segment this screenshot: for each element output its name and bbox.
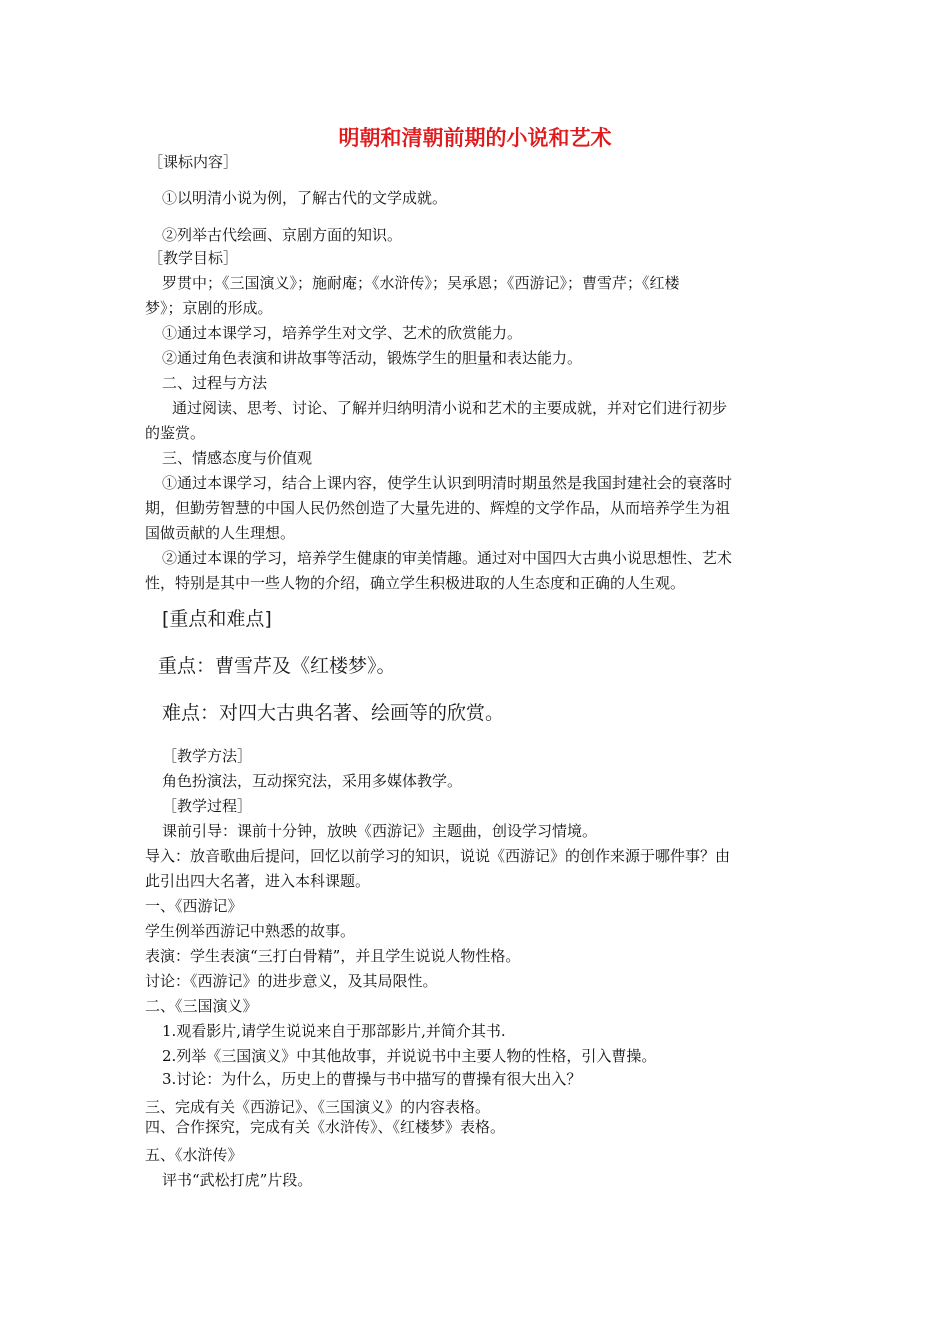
- process-method-line-1: 通过阅读、思考、讨论、了解并归纳明清小说和艺术的主要成就，并对它们进行初步: [172, 399, 728, 417]
- objective-item-2: ②通过角色表演和讲故事等活动，锻炼学生的胆量和表达能力。: [162, 349, 583, 367]
- document-title: 明朝和清朝前期的小说和艺术: [338, 126, 612, 150]
- attitude-line-3: 国做贡献的人生理想。: [145, 524, 296, 542]
- attitude-line-2: 期，但勤劳智慧的中国人民仍然创造了大量先进的、辉煌的文学作品，从而培养学生为祖: [145, 499, 731, 517]
- heading-process-method: 二、过程与方法: [162, 374, 268, 392]
- attitude-line-5: 性，特别是其中一些人物的介绍，确立学生积极进取的人生态度和正确的人生观。: [145, 574, 686, 592]
- objective-item-1: ①通过本课学习，培养学生对文学、艺术的欣赏能力。: [162, 324, 523, 342]
- part-2-item-3: 3.讨论：为什么，历史上的曹操与书中描写的曹操有很大出入？: [162, 1070, 582, 1088]
- process-method-line-2: 的鉴赏。: [145, 424, 206, 442]
- part-2-item-1: 1.观看影片,请学生说说来自于那部影片,并简介其书.: [162, 1022, 506, 1040]
- part-4-heading: 四、合作探究，完成有关《水浒传》、《红楼梦》表格。: [145, 1118, 506, 1136]
- objectives-line-2: 梦》；京剧的形成。: [145, 299, 273, 317]
- section-heading-methods: ［教学方法］: [162, 747, 253, 765]
- part-1-line-2: 表演：学生表演“三打白骨精”，并且学生说说人物性格。: [145, 947, 521, 965]
- part-1-line-1: 学生例举西游记中熟悉的故事。: [145, 922, 356, 940]
- part-3-heading: 三、完成有关《西游记》、《三国演义》的内容表格。: [145, 1098, 491, 1116]
- section-heading-standards: ［课标内容］: [148, 153, 239, 171]
- section-heading-objectives: ［教学目标］: [148, 249, 239, 267]
- objectives-line-1: 罗贯中；《三国演义》；施耐庵；《水浒传》；吴承恩；《西游记》；曹雪芹；《红楼: [162, 274, 680, 292]
- key-point: 重点：曹雪芹及《红楼梦》。: [158, 655, 396, 677]
- section-heading-procedure: ［教学过程］: [162, 797, 253, 815]
- procedure-intro-line-1: 导入：放音歌曲后提问，回忆以前学习的知识，说说《西游记》的创作来源于哪件事？由: [145, 847, 731, 865]
- procedure-intro-line-2: 此引出四大名著，进入本科课题。: [145, 872, 371, 890]
- part-2-item-2: 2.列举《三国演义》中其他故事，并说说书中主要人物的性格，引入曹操。: [162, 1047, 657, 1065]
- part-5-heading: 五、《水浒传》: [145, 1146, 243, 1164]
- difficult-point: 难点：对四大古典名著、绘画等的欣赏。: [162, 702, 505, 724]
- part-2-heading: 二、《三国演义》: [145, 997, 258, 1015]
- attitude-line-4: ②通过本课的学习，培养学生健康的审美情趣。通过对中国四大古典小说思想性、艺术: [162, 549, 733, 567]
- standard-item-1: ①以明清小说为例，了解古代的文学成就。: [162, 189, 448, 207]
- key-points-heading: [重点和难点]: [162, 608, 272, 630]
- part-5-line-1: 评书“武松打虎”片段。: [162, 1171, 313, 1189]
- standard-item-2: ②列举古代绘画、京剧方面的知识。: [162, 226, 403, 244]
- part-1-line-3: 讨论：《西游记》的进步意义，及其局限性。: [145, 972, 438, 990]
- attitude-line-1: ①通过本课学习，结合上课内容，使学生认识到明清时期虽然是我国封建社会的衰落时: [162, 474, 733, 492]
- part-1-heading: 一、《西游记》: [145, 897, 243, 915]
- heading-attitude-values: 三、情感态度与价值观: [162, 449, 313, 467]
- procedure-pre-class: 课前引导：课前十分钟，放映《西游记》主题曲，创设学习情境。: [162, 822, 598, 840]
- methods-text: 角色扮演法，互动探究法，采用多媒体教学。: [162, 772, 463, 790]
